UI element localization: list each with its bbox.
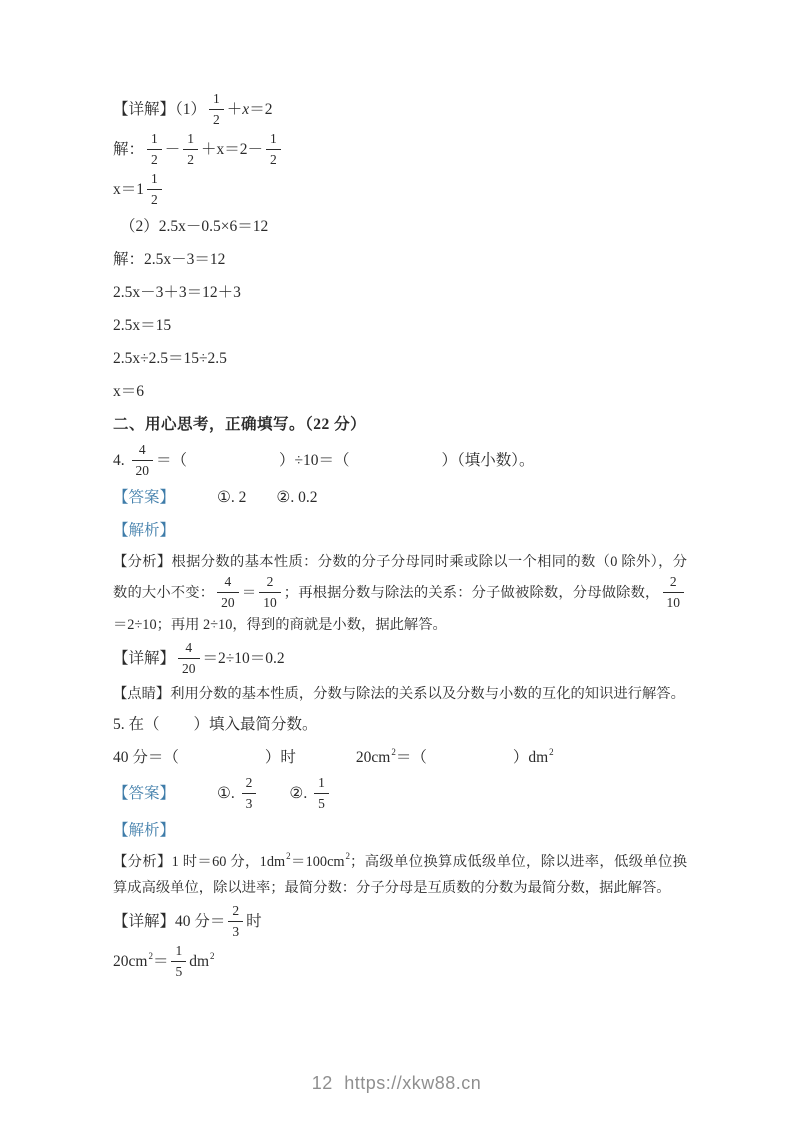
fraction: $\frac{1}{2}$ — [183, 130, 198, 167]
superscript: 2 — [345, 851, 351, 862]
text-segment: ）填入最简分数。 — [193, 716, 318, 733]
text-segment: ②. 0.2 — [276, 489, 318, 506]
detail-tag: 【详解】 — [113, 101, 176, 119]
text-segment: ＝2÷10；再用 2÷10，得到的商就是小数，据此解答。 — [113, 617, 447, 633]
text-segment: ）（填小数）。 — [441, 452, 535, 470]
text-segment: 根据分数的基本性质：分数的分子分母同时乘或除以一个相同的数（0 除外），分数的大小不变： — [113, 554, 688, 601]
fraction: $\frac{2}{3}$ — [228, 902, 243, 939]
blank-space — [179, 760, 265, 762]
text-segment: ＝（ — [395, 749, 427, 766]
text-segment: 解： — [113, 141, 145, 159]
analysis-tag-q5 — [113, 816, 687, 846]
text-segment: ＝2÷10＝0.2 — [202, 650, 285, 668]
solution-step-4-q3-part2 — [113, 344, 687, 374]
text-segment: 20cm — [113, 953, 148, 971]
fraction: $\frac{4}{20}$ — [132, 441, 154, 478]
detail-q5-second — [113, 944, 687, 981]
breakdown-tag: 【分析】 — [113, 554, 172, 570]
text-segment: x＝1 — [113, 181, 145, 199]
fraction: $\frac{1}{2}$ — [147, 130, 162, 167]
blank-space — [175, 796, 217, 798]
blank-space — [427, 760, 513, 762]
superscript: 2 — [210, 950, 215, 961]
text-segment: 1 时＝60 分，1dm — [171, 854, 286, 870]
text-segment: ＝ — [241, 584, 257, 601]
text-segment: x＝6 — [113, 383, 145, 400]
text-segment: ＝2 — [249, 101, 273, 119]
text-segment: 40 分＝ — [175, 913, 226, 931]
text-segment: ；高级单位换算成低级单位，除以进率，低级单位换算成高级单位，除以进率；最简分数：分子分母是互质数的分数为最简分数，据此解答。 — [113, 854, 688, 896]
blank-space — [160, 727, 194, 729]
text-segment: 二、用心思考，正确填写。（22 分） — [113, 416, 367, 433]
detail-tag: 【详解】 — [113, 913, 176, 931]
text-segment: ①. — [217, 785, 239, 803]
question-5 — [113, 710, 687, 740]
text-segment: ＝（ — [156, 452, 188, 470]
text-segment: － — [164, 141, 181, 159]
text-segment: （1） — [175, 101, 207, 119]
text-segment: ）÷10＝（ — [279, 452, 350, 470]
fraction: $\frac{1}{2}$ — [209, 90, 224, 127]
text-segment: dm — [189, 953, 210, 971]
fraction: $\frac{2}{10}$ — [259, 573, 281, 610]
text-segment: ＝ — [152, 953, 169, 971]
text-segment: ②. — [289, 785, 312, 803]
text-segment: 5. 在（ — [113, 716, 160, 733]
detail-tag: 【详解】 — [113, 650, 176, 668]
solution-result-q3-part1 — [113, 172, 687, 209]
superscript: 2 — [286, 851, 291, 862]
section-heading — [113, 410, 687, 440]
solution-step-2-q3-part2 — [113, 278, 687, 308]
fraction: $\frac{2}{3}$ — [242, 774, 257, 811]
text-segment: 2.5x÷2.5＝15÷2.5 — [113, 350, 227, 367]
text-segment: 40 分＝（ — [113, 749, 179, 766]
text-segment: 时 — [246, 913, 262, 931]
fraction: $\frac{4}{20}$ — [217, 573, 239, 610]
analysis-q5 — [113, 849, 687, 901]
question-4 — [113, 443, 687, 480]
text-segment: 解：2.5x－3＝12 — [113, 251, 226, 268]
solution-result-q3-part2 — [113, 377, 687, 407]
page-footer — [0, 1073, 793, 1094]
analysis-tag: 【解析】 — [113, 522, 176, 539]
blank-space — [246, 500, 276, 502]
text-segment: ）时 — [264, 749, 296, 766]
blank-space — [296, 760, 356, 762]
blank-space — [175, 500, 217, 502]
text-segment: 20cm — [355, 749, 391, 766]
fraction: $\frac{4}{20}$ — [178, 639, 200, 676]
solution-step-3-q3-part2 — [113, 311, 687, 341]
answer-tag: 【答案】 — [113, 489, 176, 506]
fraction: $\frac{2}{10}$ — [663, 573, 685, 610]
tip-tag: 【点睛】 — [113, 686, 171, 702]
answer-q5 — [113, 776, 687, 813]
detail-q4 — [113, 641, 687, 678]
fraction: $\frac{1}{5}$ — [171, 942, 186, 979]
blank-space — [259, 796, 289, 798]
answer-q4 — [113, 483, 687, 513]
solution-step-q3-part1 — [113, 132, 687, 169]
site-url: https://xkw88.cn — [344, 1073, 482, 1093]
text-segment: （2）2.5x－0.5×6＝12 — [120, 218, 269, 235]
equation-q3-part2 — [113, 212, 687, 242]
text-segment: 利用分数的基本性质，分数与除法的关系以及分数与小数的互化的知识进行解答。 — [170, 686, 685, 702]
answer-tag: 【答案】 — [113, 785, 176, 803]
analysis-q4 — [113, 549, 687, 638]
math-variable: x — [242, 101, 250, 119]
text-segment: ）dm — [512, 749, 549, 766]
text-segment: 2.5x－3＋3＝12＋3 — [113, 284, 241, 301]
question-5-blanks — [113, 743, 687, 773]
text-segment: ①. 2 — [217, 489, 247, 506]
analysis-tag: 【解析】 — [113, 822, 176, 839]
text-segment: ；再根据分数与除法的关系：分子做被除数，分母做除数， — [283, 584, 660, 601]
text-segment: ＝100cm — [290, 854, 345, 870]
analysis-tag-q4 — [113, 516, 687, 546]
text-segment: 4. — [113, 452, 129, 470]
document-content — [113, 92, 687, 984]
solution-step-1-q3-part2 — [113, 245, 687, 275]
blank-space — [350, 463, 442, 465]
detail-q5 — [113, 904, 687, 941]
breakdown-tag: 【分析】 — [113, 854, 172, 870]
fraction: $\frac{1}{5}$ — [314, 774, 329, 811]
blank-space — [187, 463, 279, 465]
fraction: $\frac{1}{2}$ — [266, 130, 281, 167]
fraction: $\frac{1}{2}$ — [147, 170, 162, 207]
text-segment: ＋ — [226, 101, 243, 119]
superscript: 2 — [391, 746, 396, 757]
tip-q4 — [113, 681, 687, 707]
superscript: 2 — [549, 746, 554, 757]
text-segment: 2.5x＝15 — [113, 317, 172, 334]
page-number: 12 — [311, 1073, 333, 1093]
superscript: 2 — [148, 950, 153, 961]
detail-label-q3-part1 — [113, 92, 687, 129]
text-segment: ＋x＝2－ — [201, 141, 264, 159]
